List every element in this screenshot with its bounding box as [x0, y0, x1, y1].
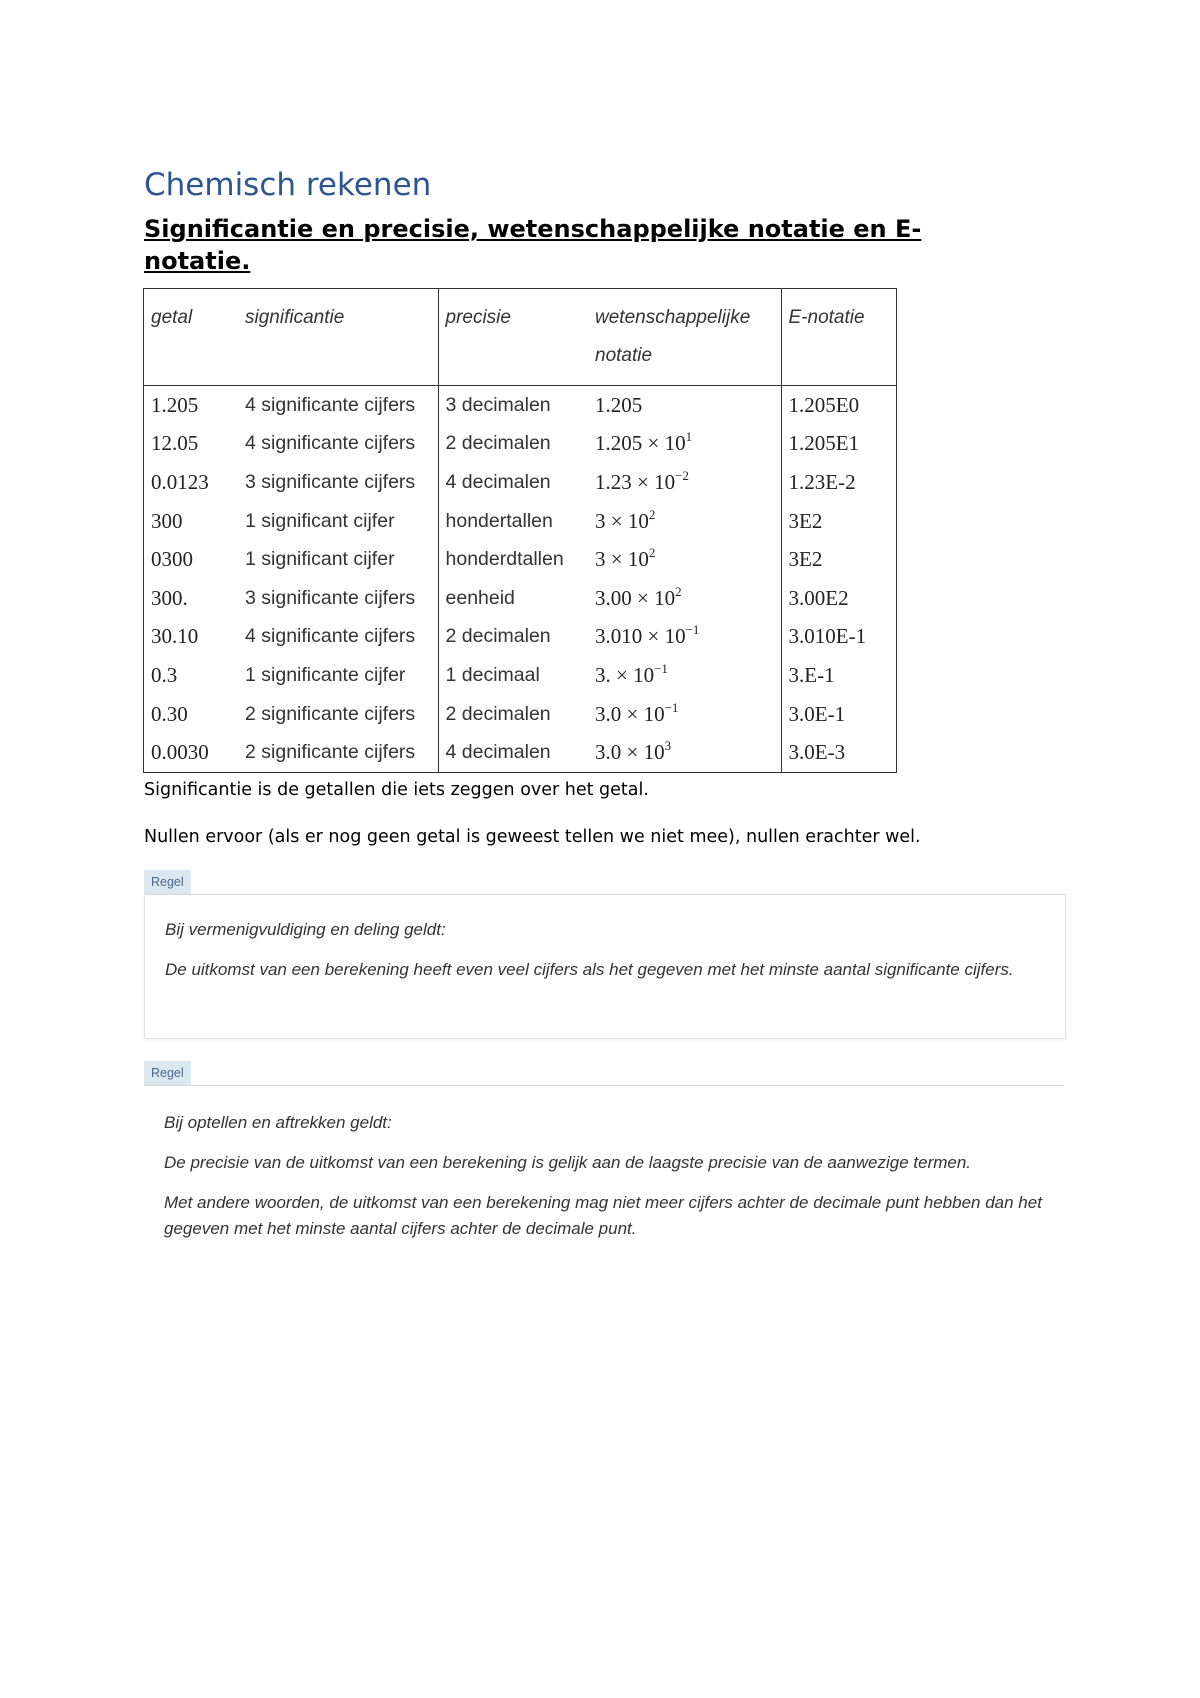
cell-e-notatie: 3.00E2: [781, 579, 896, 618]
rule-line: Bij vermenigvuldiging en deling geldt:: [165, 920, 446, 939]
cell-wetenschappelijke-notatie: [588, 695, 781, 734]
cell-wetenschappelijke-notatie: [588, 579, 781, 618]
sci-exponent: −2: [675, 467, 689, 483]
cell-e-notatie: 1.205E0: [781, 386, 896, 425]
cell-getal: 0300: [151, 547, 193, 572]
table-row: [144, 695, 896, 734]
sci-exponent: −1: [654, 660, 668, 676]
rule-line: Bij optellen en aftrekken geldt:: [164, 1113, 392, 1132]
page-title: Chemisch rekenen: [144, 167, 432, 203]
notation-table: [143, 288, 897, 773]
table-row: [144, 618, 896, 657]
cell-getal: 0.30: [151, 701, 188, 726]
cell-wetenschappelijke-notatie: [588, 540, 781, 579]
cell-precisie: 2 decimalen: [438, 618, 588, 657]
rule-line: De uitkomst van een berekening heeft even veel cijfers als het gegeven met het minste aantal significante cijfers.: [165, 960, 1014, 979]
table-row: [144, 656, 896, 695]
sci-exponent: 2: [675, 583, 682, 599]
sci-base: 1.205 × 10: [595, 431, 686, 456]
cell-precisie: 3 decimalen: [438, 386, 588, 425]
sci-exponent: 2: [648, 545, 656, 561]
cell-precisie: 2 decimalen: [438, 425, 588, 464]
table-row: [144, 463, 896, 502]
cell-e-notatie: 1.205E1: [781, 425, 896, 464]
cell-precisie: hondertallen: [438, 502, 588, 541]
section-heading: Significantie en precisie, wetenschappelijke notatie en E-notatie.: [144, 215, 922, 275]
cell-e-notatie: 3E2: [781, 540, 896, 579]
cell-getal: 0.3: [151, 662, 178, 687]
cell-getal: 0.0030: [151, 740, 209, 765]
table-row: [144, 502, 896, 541]
header-wetenschappelijke-notatie: wetenschappelijke notatie: [588, 289, 781, 386]
table-row: [144, 425, 896, 464]
sci-exponent: 1: [685, 429, 693, 445]
cell-significantie: 1 significant cijfer: [245, 509, 395, 532]
cell-getal: 12.05: [151, 431, 199, 456]
cell-significantie: 2 significante cijfers: [245, 741, 416, 764]
header-significantie: significantie: [238, 289, 438, 386]
cell-precisie: honderdtallen: [438, 540, 588, 579]
cell-significantie: 3 significante cijfers: [245, 470, 416, 493]
sci-exponent: 3: [664, 738, 672, 754]
cell-e-notatie: 3E2: [781, 502, 896, 541]
cell-significantie: 1 significant cijfer: [245, 548, 395, 571]
header-precisie: precisie: [438, 289, 588, 386]
cell-e-notatie: 1.23E-2: [781, 463, 896, 502]
sci-base: 3.010 × 10: [595, 624, 686, 649]
cell-getal: 1.205: [151, 392, 199, 417]
cell-wetenschappelijke-notatie: [588, 656, 781, 695]
rule-line: De precisie van de uitkomst van een berekening is gelijk aan de laagste precisie van de aanwezige termen.: [164, 1153, 972, 1172]
cell-e-notatie: 3.0E-3: [781, 733, 896, 772]
cell-significantie: 4 significante cijfers: [245, 432, 416, 455]
sci-base: 1.23 × 10: [595, 469, 676, 494]
cell-wetenschappelijke-notatie: [588, 425, 781, 464]
cell-wetenschappelijke-notatie: [588, 502, 781, 541]
cell-significantie: 4 significante cijfers: [245, 625, 416, 648]
cell-significantie: 2 significante cijfers: [245, 702, 416, 725]
cell-significantie: 4 significante cijfers: [245, 393, 416, 416]
cell-e-notatie: 3.010E-1: [781, 618, 896, 657]
table-row: [144, 579, 896, 618]
table-body: [144, 386, 896, 772]
cell-precisie: 2 decimalen: [438, 695, 588, 734]
sci-base: 3 × 10: [595, 508, 649, 533]
table-row: [144, 733, 896, 772]
paragraph-significantie: Significantie is de getallen die iets zeggen over het getal.: [144, 780, 649, 800]
cell-significantie: 3 significante cijfers: [245, 586, 416, 609]
sci-base: 3.0 × 10: [595, 740, 665, 765]
cell-e-notatie: 3.E-1: [781, 656, 896, 695]
sci-exponent: 2: [648, 506, 656, 522]
sci-exponent: −1: [664, 699, 679, 715]
cell-getal: 0.0123: [151, 469, 209, 494]
sci-base: 3. × 10: [595, 662, 655, 687]
sci-base: 1.205: [595, 392, 643, 417]
cell-significantie: 1 significante cijfer: [245, 663, 406, 686]
table-row: [144, 540, 896, 579]
cell-precisie: 4 decimalen: [438, 733, 588, 772]
rule-tag: Regel: [144, 1061, 191, 1085]
header-getal: getal: [144, 289, 238, 386]
sci-base: 3 × 10: [595, 547, 649, 572]
rule-box-multiplication: [144, 894, 1066, 1039]
cell-precisie: eenheid: [438, 579, 588, 618]
cell-precisie: 4 decimalen: [438, 463, 588, 502]
cell-e-notatie: 3.0E-1: [781, 695, 896, 734]
table-header-row: [144, 289, 896, 386]
cell-precisie: 1 decimaal: [438, 656, 588, 695]
table-row: [144, 386, 896, 425]
cell-wetenschappelijke-notatie: [588, 618, 781, 657]
sci-base: 3.0 × 10: [595, 701, 665, 726]
sci-base: 3.00 × 10: [595, 585, 676, 610]
header-e-notatie: E-notatie: [781, 289, 896, 386]
rule-tag: Regel: [144, 870, 191, 894]
paragraph-nullen: Nullen ervoor (als er nog geen getal is geweest tellen we niet mee), nullen erachter wel.: [144, 827, 921, 847]
cell-getal: 300: [151, 508, 183, 533]
cell-wetenschappelijke-notatie: [588, 463, 781, 502]
cell-wetenschappelijke-notatie: [588, 733, 781, 772]
sci-exponent: −1: [685, 622, 700, 638]
cell-getal: 30.10: [151, 624, 199, 649]
rule-line: Met andere woorden, de uitkomst van een berekening mag niet meer cijfers achter de decimale punt hebben dan het gegeven met het minste aantal cijfers achter de decimale punt.: [164, 1193, 1042, 1238]
rule-box-addition: [144, 1085, 1064, 1266]
cell-wetenschappelijke-notatie: [588, 386, 781, 425]
cell-getal: 300.: [151, 585, 188, 610]
